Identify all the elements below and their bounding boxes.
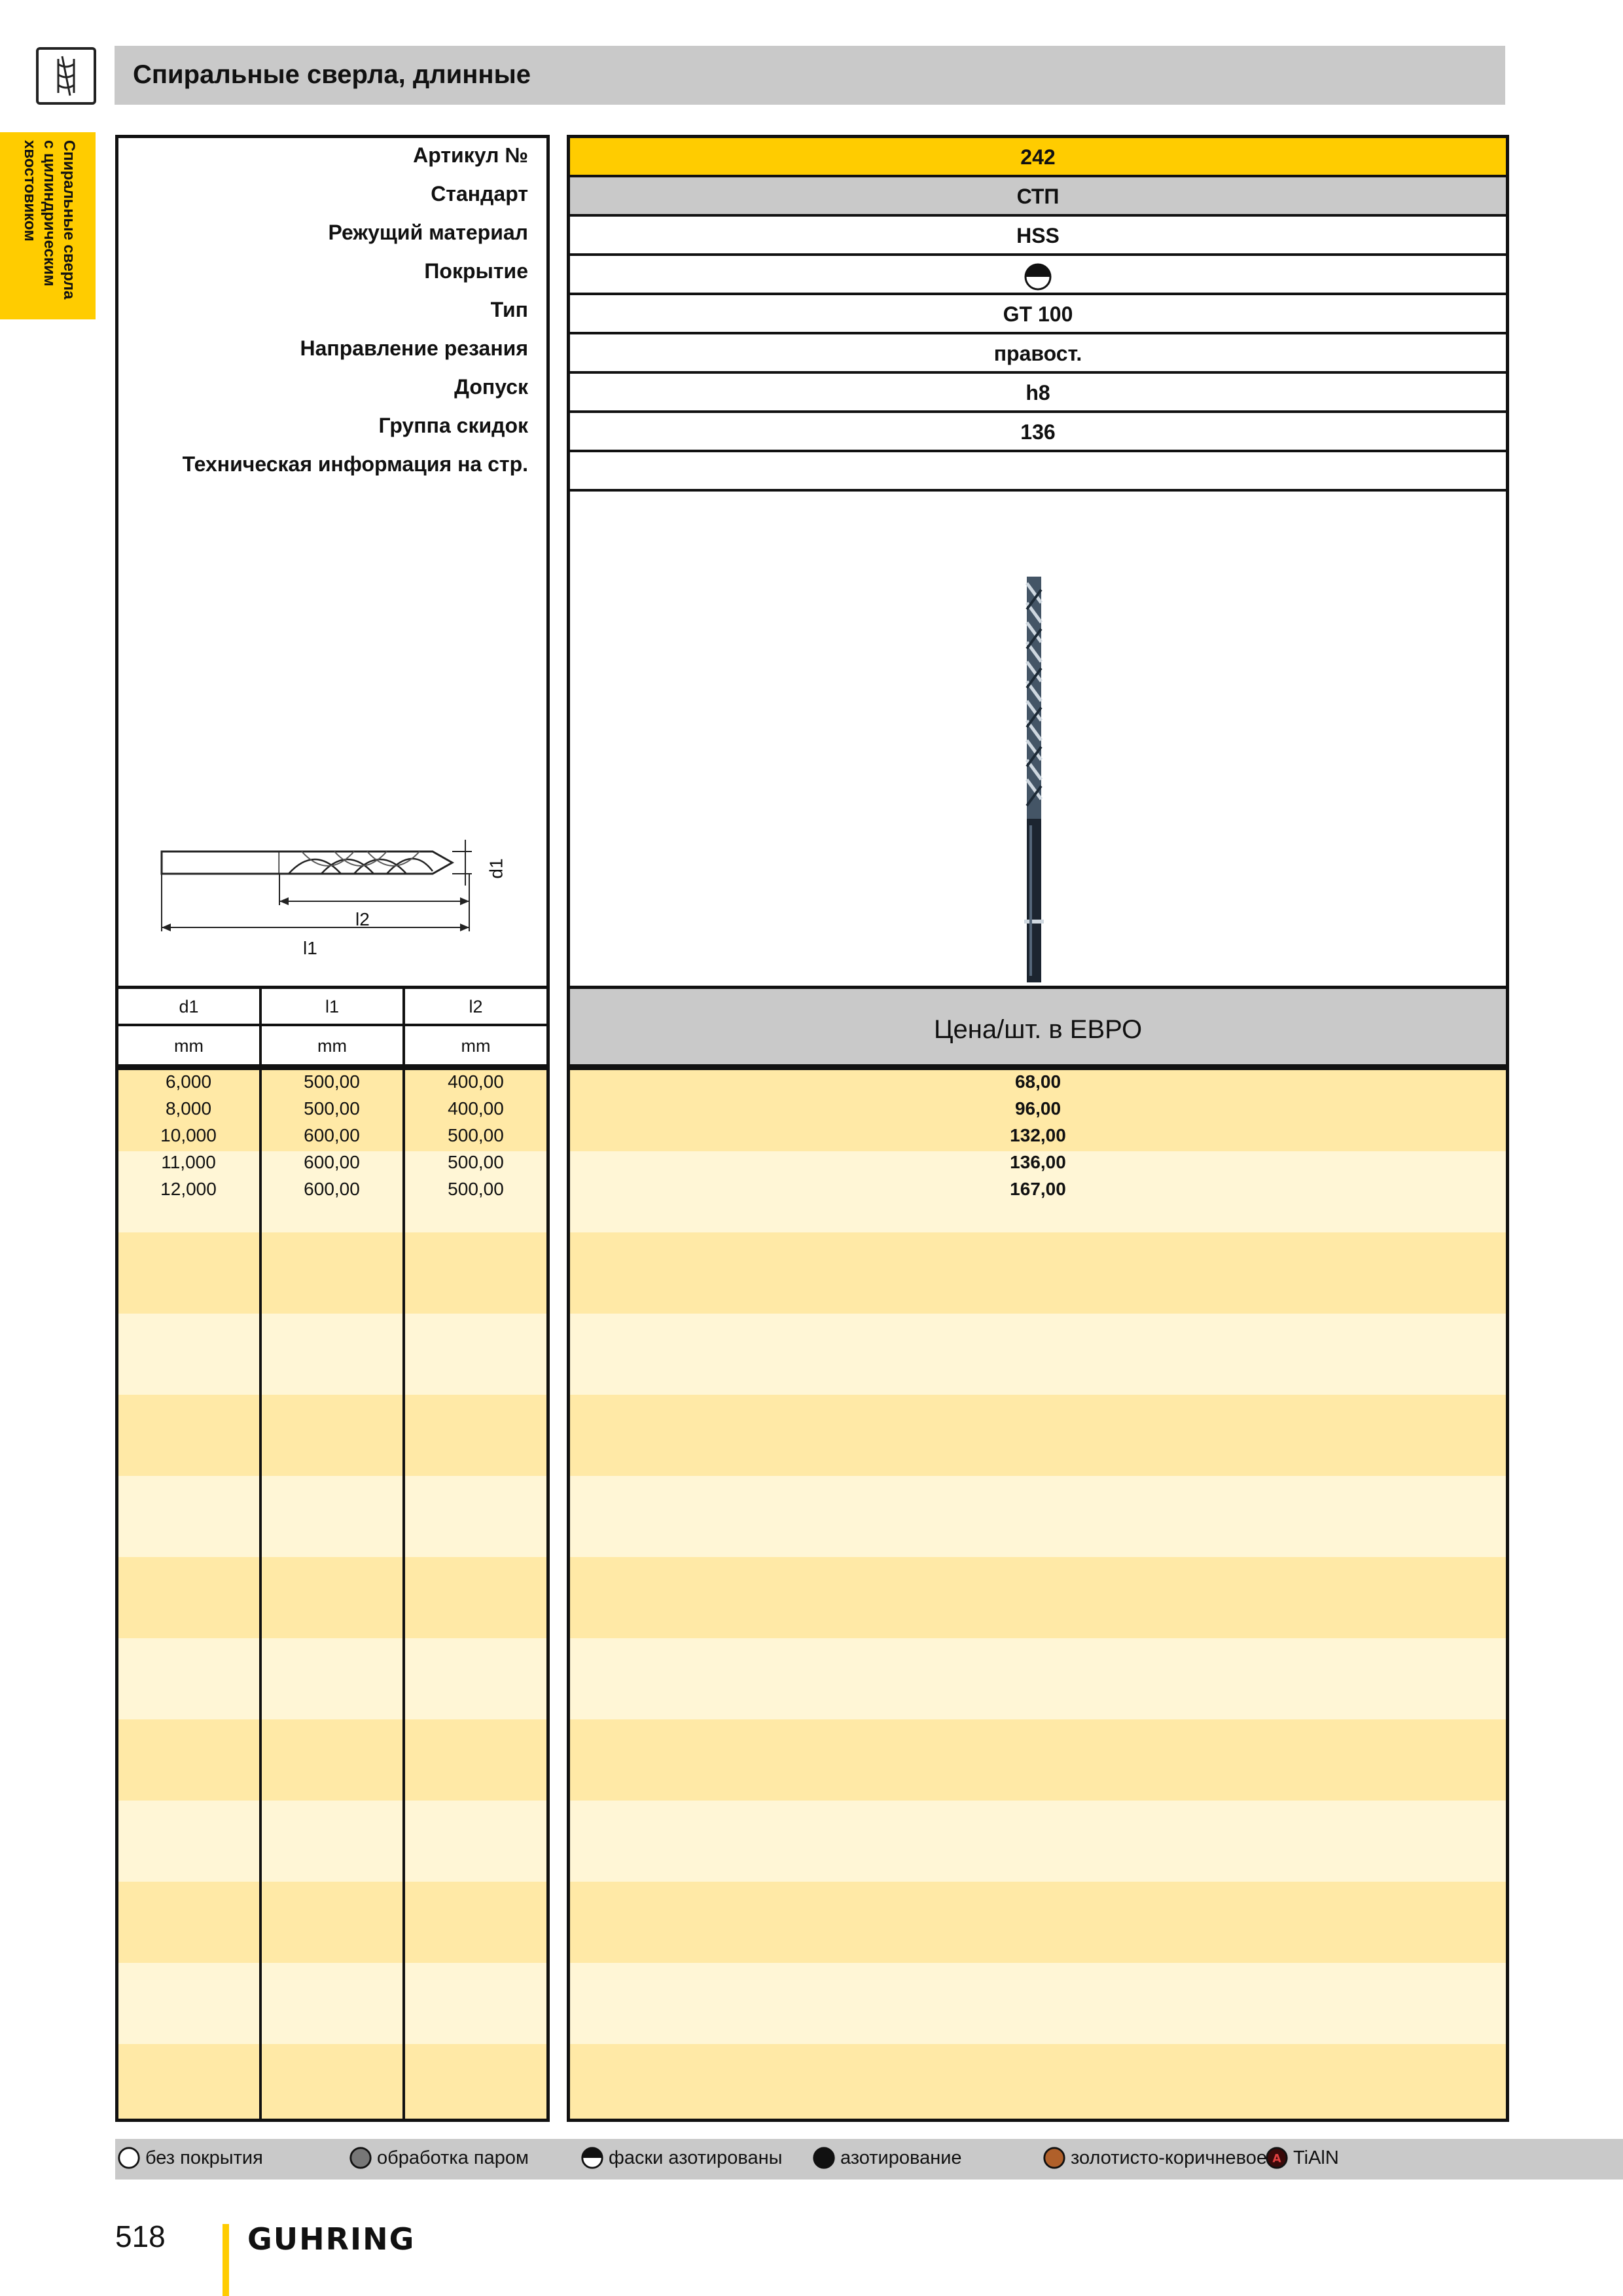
half-black-circle-icon — [580, 2145, 605, 2170]
cell-l1: 500,00 — [304, 1071, 360, 1092]
d1-dimension-label: d1 — [486, 858, 507, 879]
drill-product-image — [1015, 577, 1054, 982]
cell-l1: 600,00 — [304, 1125, 360, 1145]
tialn-circle-icon — [1264, 2145, 1289, 2170]
section-tab-line: хвостовиком — [21, 140, 39, 242]
legend-label: TiAlN — [1293, 2147, 1339, 2168]
svg-text:A: A — [1272, 2152, 1281, 2166]
property-value-coating — [570, 256, 1506, 295]
property-label-discount: Группа скидок — [378, 414, 528, 437]
drill-logo-icon — [36, 47, 96, 105]
cell-l1: 500,00 — [304, 1098, 360, 1119]
cell-d1: 12,000 — [160, 1179, 217, 1199]
legend-label: золотисто-коричневое — [1071, 2147, 1267, 2168]
brand-logo: GUHRING — [247, 2221, 416, 2257]
page-title: Спиральные сверла, длинные — [133, 60, 531, 89]
properties-value-panel — [567, 135, 1509, 986]
property-value-discount: 136 — [570, 413, 1506, 452]
half-filled-circle-icon — [1024, 262, 1052, 291]
column-unit-l1: mm — [317, 1036, 347, 1056]
property-value-article: 242 — [570, 138, 1506, 177]
section-tab — [0, 132, 96, 319]
property-label-material: Режущий материал — [328, 221, 528, 244]
price-header-label: Цена/шт. в ЕВРО — [933, 1015, 1143, 1044]
property-label-coating: Покрытие — [424, 259, 528, 283]
section-tab-line: с цилиндрическим — [41, 140, 58, 287]
cell-d1: 6,000 — [165, 1071, 212, 1092]
property-value-tolerance: h8 — [570, 374, 1506, 413]
column-unit-d1: mm — [174, 1036, 204, 1056]
dimension-table-body — [115, 1067, 550, 2122]
column-header-d1: d1 — [179, 997, 199, 1016]
column-header-l2: l2 — [469, 997, 483, 1016]
l1-dimension-label: l1 — [303, 938, 317, 958]
cell-l2: 400,00 — [448, 1071, 504, 1092]
legend-item-nitrided-chamfer — [580, 2145, 783, 2170]
property-value-type: GT 100 — [570, 295, 1506, 334]
property-label-standard: Стандарт — [431, 182, 528, 206]
cell-price: 136,00 — [1010, 1152, 1066, 1172]
property-label-tolerance: Допуск — [454, 375, 528, 399]
legend-item-uncoated — [116, 2145, 263, 2170]
drill-dimension-diagram — [145, 832, 511, 963]
legend-label: обработка паром — [377, 2147, 529, 2168]
cell-price: 96,00 — [1014, 1098, 1061, 1119]
properties-label-panel — [115, 135, 550, 986]
cell-l2: 500,00 — [448, 1179, 504, 1199]
cell-l2: 500,00 — [448, 1152, 504, 1172]
title-bar — [115, 46, 1505, 105]
l2-dimension-label: l2 — [355, 909, 370, 929]
property-value-standard: СТП — [570, 177, 1506, 217]
page-number: 518 — [115, 2219, 166, 2253]
empty-circle-icon — [116, 2145, 141, 2170]
legend-item-steam — [348, 2145, 529, 2170]
property-label-direction: Направление резания — [300, 336, 528, 360]
legend-label: фаски азотированы — [609, 2147, 783, 2168]
legend-item-tialn — [1264, 2145, 1339, 2170]
column-unit-l2: mm — [461, 1036, 491, 1056]
cell-d1: 11,000 — [161, 1152, 216, 1172]
cell-d1: 8,000 — [165, 1098, 212, 1119]
cell-price: 132,00 — [1010, 1125, 1066, 1145]
property-label-type: Тип — [490, 298, 528, 321]
property-label-tech-info: Техническая информация на стр. — [182, 452, 528, 476]
section-tab-line: Спиральные сверла — [60, 140, 78, 300]
cell-l2: 500,00 — [448, 1125, 504, 1145]
cell-l1: 600,00 — [304, 1179, 360, 1199]
price-column-header — [567, 986, 1509, 1067]
cell-d1: 10,000 — [160, 1125, 217, 1145]
column-header-l1: l1 — [325, 997, 339, 1016]
coating-legend — [115, 2139, 1623, 2179]
legend-item-nitrided — [812, 2145, 962, 2170]
cell-l1: 600,00 — [304, 1152, 360, 1172]
property-value-material: HSS — [570, 217, 1506, 256]
cell-l2: 400,00 — [448, 1098, 504, 1119]
property-value-tech-info — [570, 452, 1506, 492]
property-value-direction: правост. — [570, 334, 1506, 374]
price-table-body — [567, 1067, 1509, 2122]
legend-label: азотирование — [840, 2147, 962, 2168]
footer-divider — [223, 2224, 229, 2296]
cell-price: 167,00 — [1010, 1179, 1066, 1199]
legend-item-gold-brown — [1042, 2145, 1267, 2170]
brown-circle-icon — [1042, 2145, 1067, 2170]
dimension-table-header — [115, 986, 550, 1067]
black-circle-icon — [812, 2145, 836, 2170]
property-label-article: Артикул № — [413, 143, 528, 167]
section-tab-label — [20, 140, 79, 299]
grey-circle-icon — [348, 2145, 373, 2170]
legend-label: без покрытия — [145, 2147, 263, 2168]
cell-price: 68,00 — [1014, 1071, 1061, 1092]
